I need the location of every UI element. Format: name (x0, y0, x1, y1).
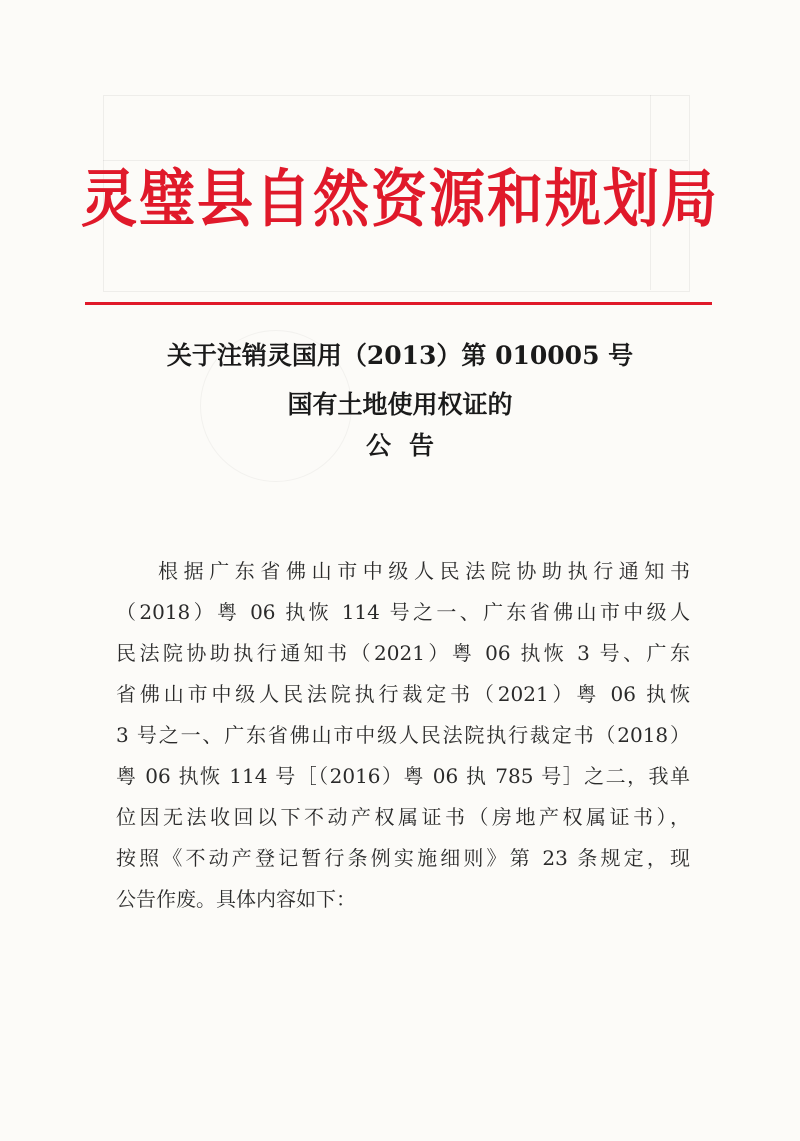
body-text-line: 位因无法收回以下不动产权属证书（房地产权属证书）， (116, 805, 690, 829)
notice-title-line-1: 关于注销灵国用（2013）第 010005 号 (166, 341, 634, 370)
body-text-line: 3 号之一、广东省佛山市中级人民法院执行裁定书（2018） (116, 723, 690, 747)
notice-title-line-2: 国有土地使用权证的 (287, 390, 513, 419)
body-text-line: 按照《不动产登记暂行条例实施细则》第 23 条规定，现 (116, 846, 690, 870)
body-text-line: 公告作废。具体内容如下： (116, 887, 356, 911)
letterhead-agency-name: 灵璧县自然资源和规划局 (81, 162, 719, 237)
body-text-line: （2018）粤 06 执恢 114 号之一、广东省佛山市中级人 (116, 600, 690, 624)
notice-title-line-3: 公告 (365, 431, 452, 460)
body-text-line: 省佛山市中级人民法院执行裁定书（2021）粤 06 执恢 (116, 682, 690, 706)
body-text-line: 粤 06 执恢 114 号［（2016）粤 06 执 785 号］之二，我单 (116, 764, 690, 788)
letterhead-red-rule (85, 302, 712, 305)
body-text-line: 根据广东省佛山市中级人民法院协助执行通知书 (158, 559, 690, 583)
bleed-through-line (103, 160, 688, 161)
body-text-line: 民法院协助执行通知书（2021）粤 06 执恢 3 号、广东 (116, 641, 690, 665)
